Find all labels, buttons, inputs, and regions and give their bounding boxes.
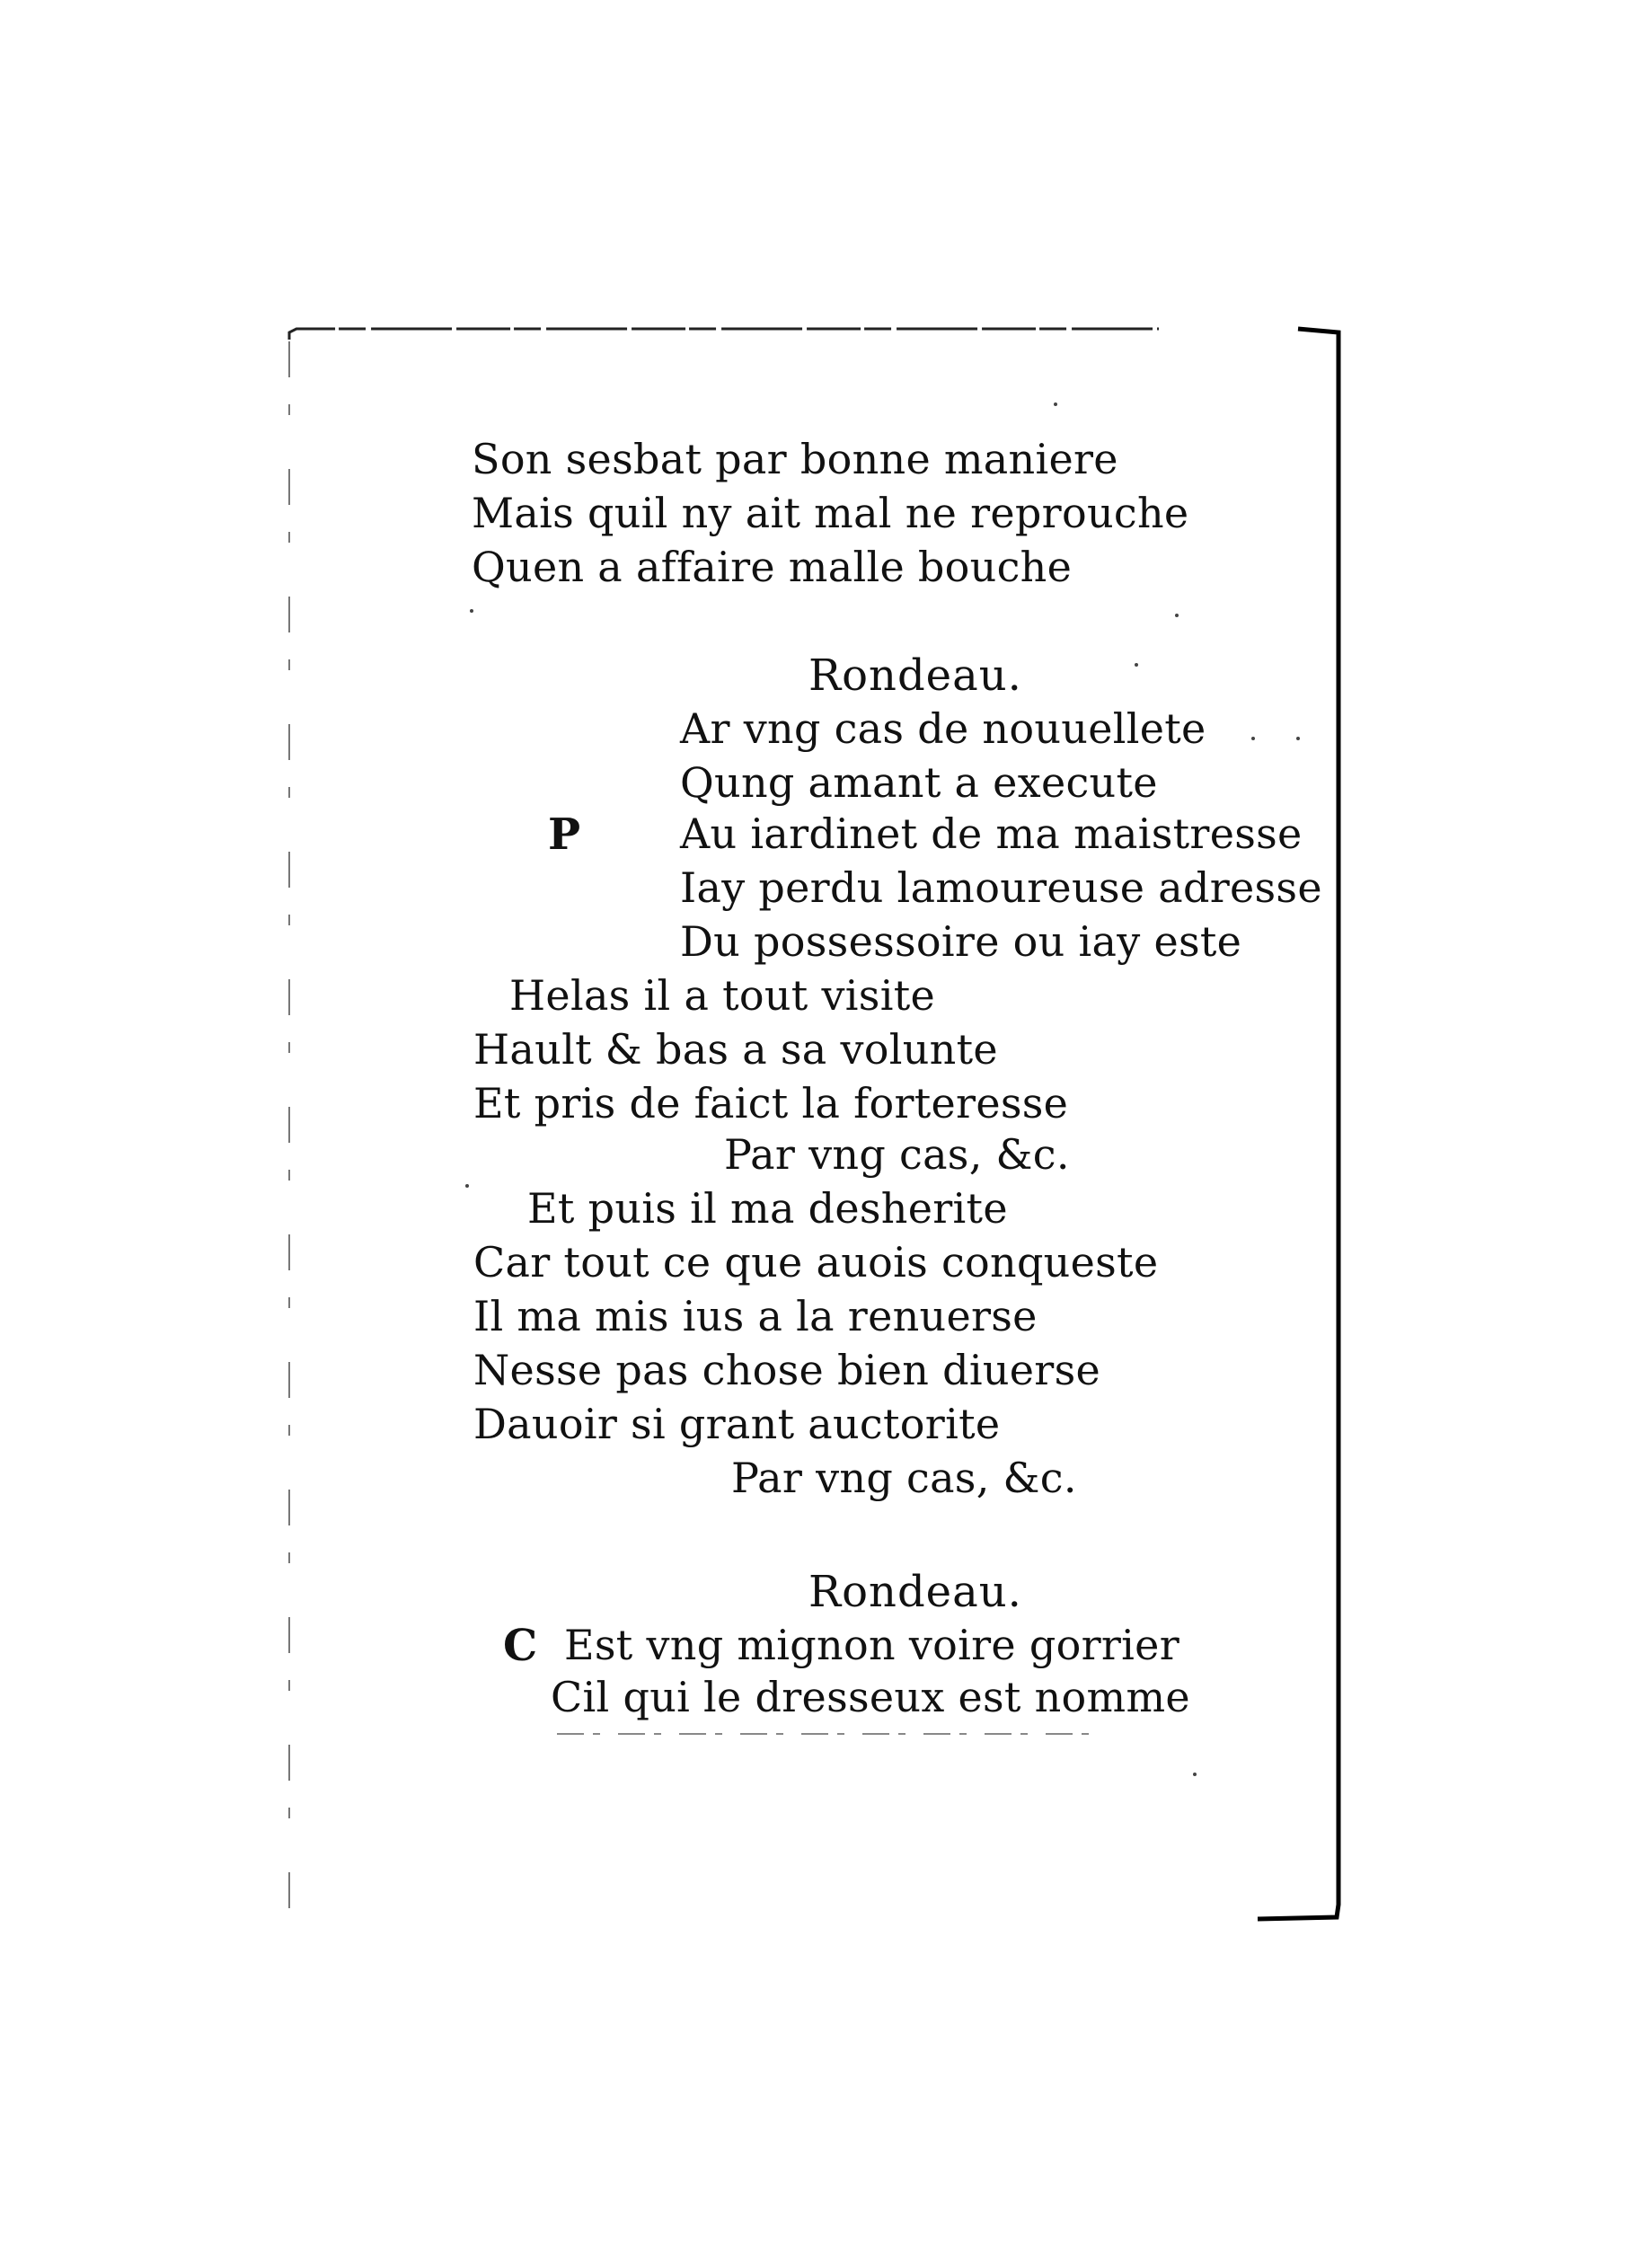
verse-line: Et pris de faict la forteresse <box>473 1079 1069 1127</box>
verse-line: Qung amant a execute <box>680 758 1158 807</box>
verse-line: Iay perdu lamoureuse adresse <box>680 863 1322 912</box>
verse-line: Du possessoire ou iay este <box>680 917 1242 966</box>
verse-line: Helas il a tout visite <box>509 971 936 1020</box>
verse-line: Hault & bas a sa volunte <box>473 1025 998 1074</box>
refrain-line: Par vng cas, &c. <box>731 1454 1077 1502</box>
verse-line: Et puis il ma desherite <box>527 1184 1008 1233</box>
refrain-line: Par vng cas, &c. <box>724 1130 1070 1179</box>
verse-line: Dauoir si grant auctorite <box>473 1400 1001 1448</box>
verse-line: Nesse pas chose bien diuerse <box>473 1346 1101 1394</box>
drop-initial: P <box>548 809 581 860</box>
verse-line: Il ma mis ius a la renuerse <box>473 1292 1038 1340</box>
verse-line: Car tout ce que auois conqueste <box>473 1238 1159 1287</box>
verse-line: Ar vng cas de nouuellete <box>680 704 1206 753</box>
verse-line: Son sesbat par bonne maniere <box>472 435 1118 483</box>
verse-line: Cil qui le dresseux est nomme <box>551 1673 1190 1721</box>
rondeau-heading: Rondeau. <box>808 650 1022 701</box>
drop-initial: C <box>503 1621 538 1671</box>
verse-line: Quen a affaire malle bouche <box>472 543 1073 591</box>
verse-line: Mais quil ny ait mal ne reprouche <box>472 489 1189 537</box>
rondeau-heading: Rondeau. <box>808 1567 1022 1617</box>
verse-line: Est vng mignon voire gorrier <box>564 1621 1179 1669</box>
verse-line: Au iardinet de ma maistresse <box>680 809 1303 858</box>
